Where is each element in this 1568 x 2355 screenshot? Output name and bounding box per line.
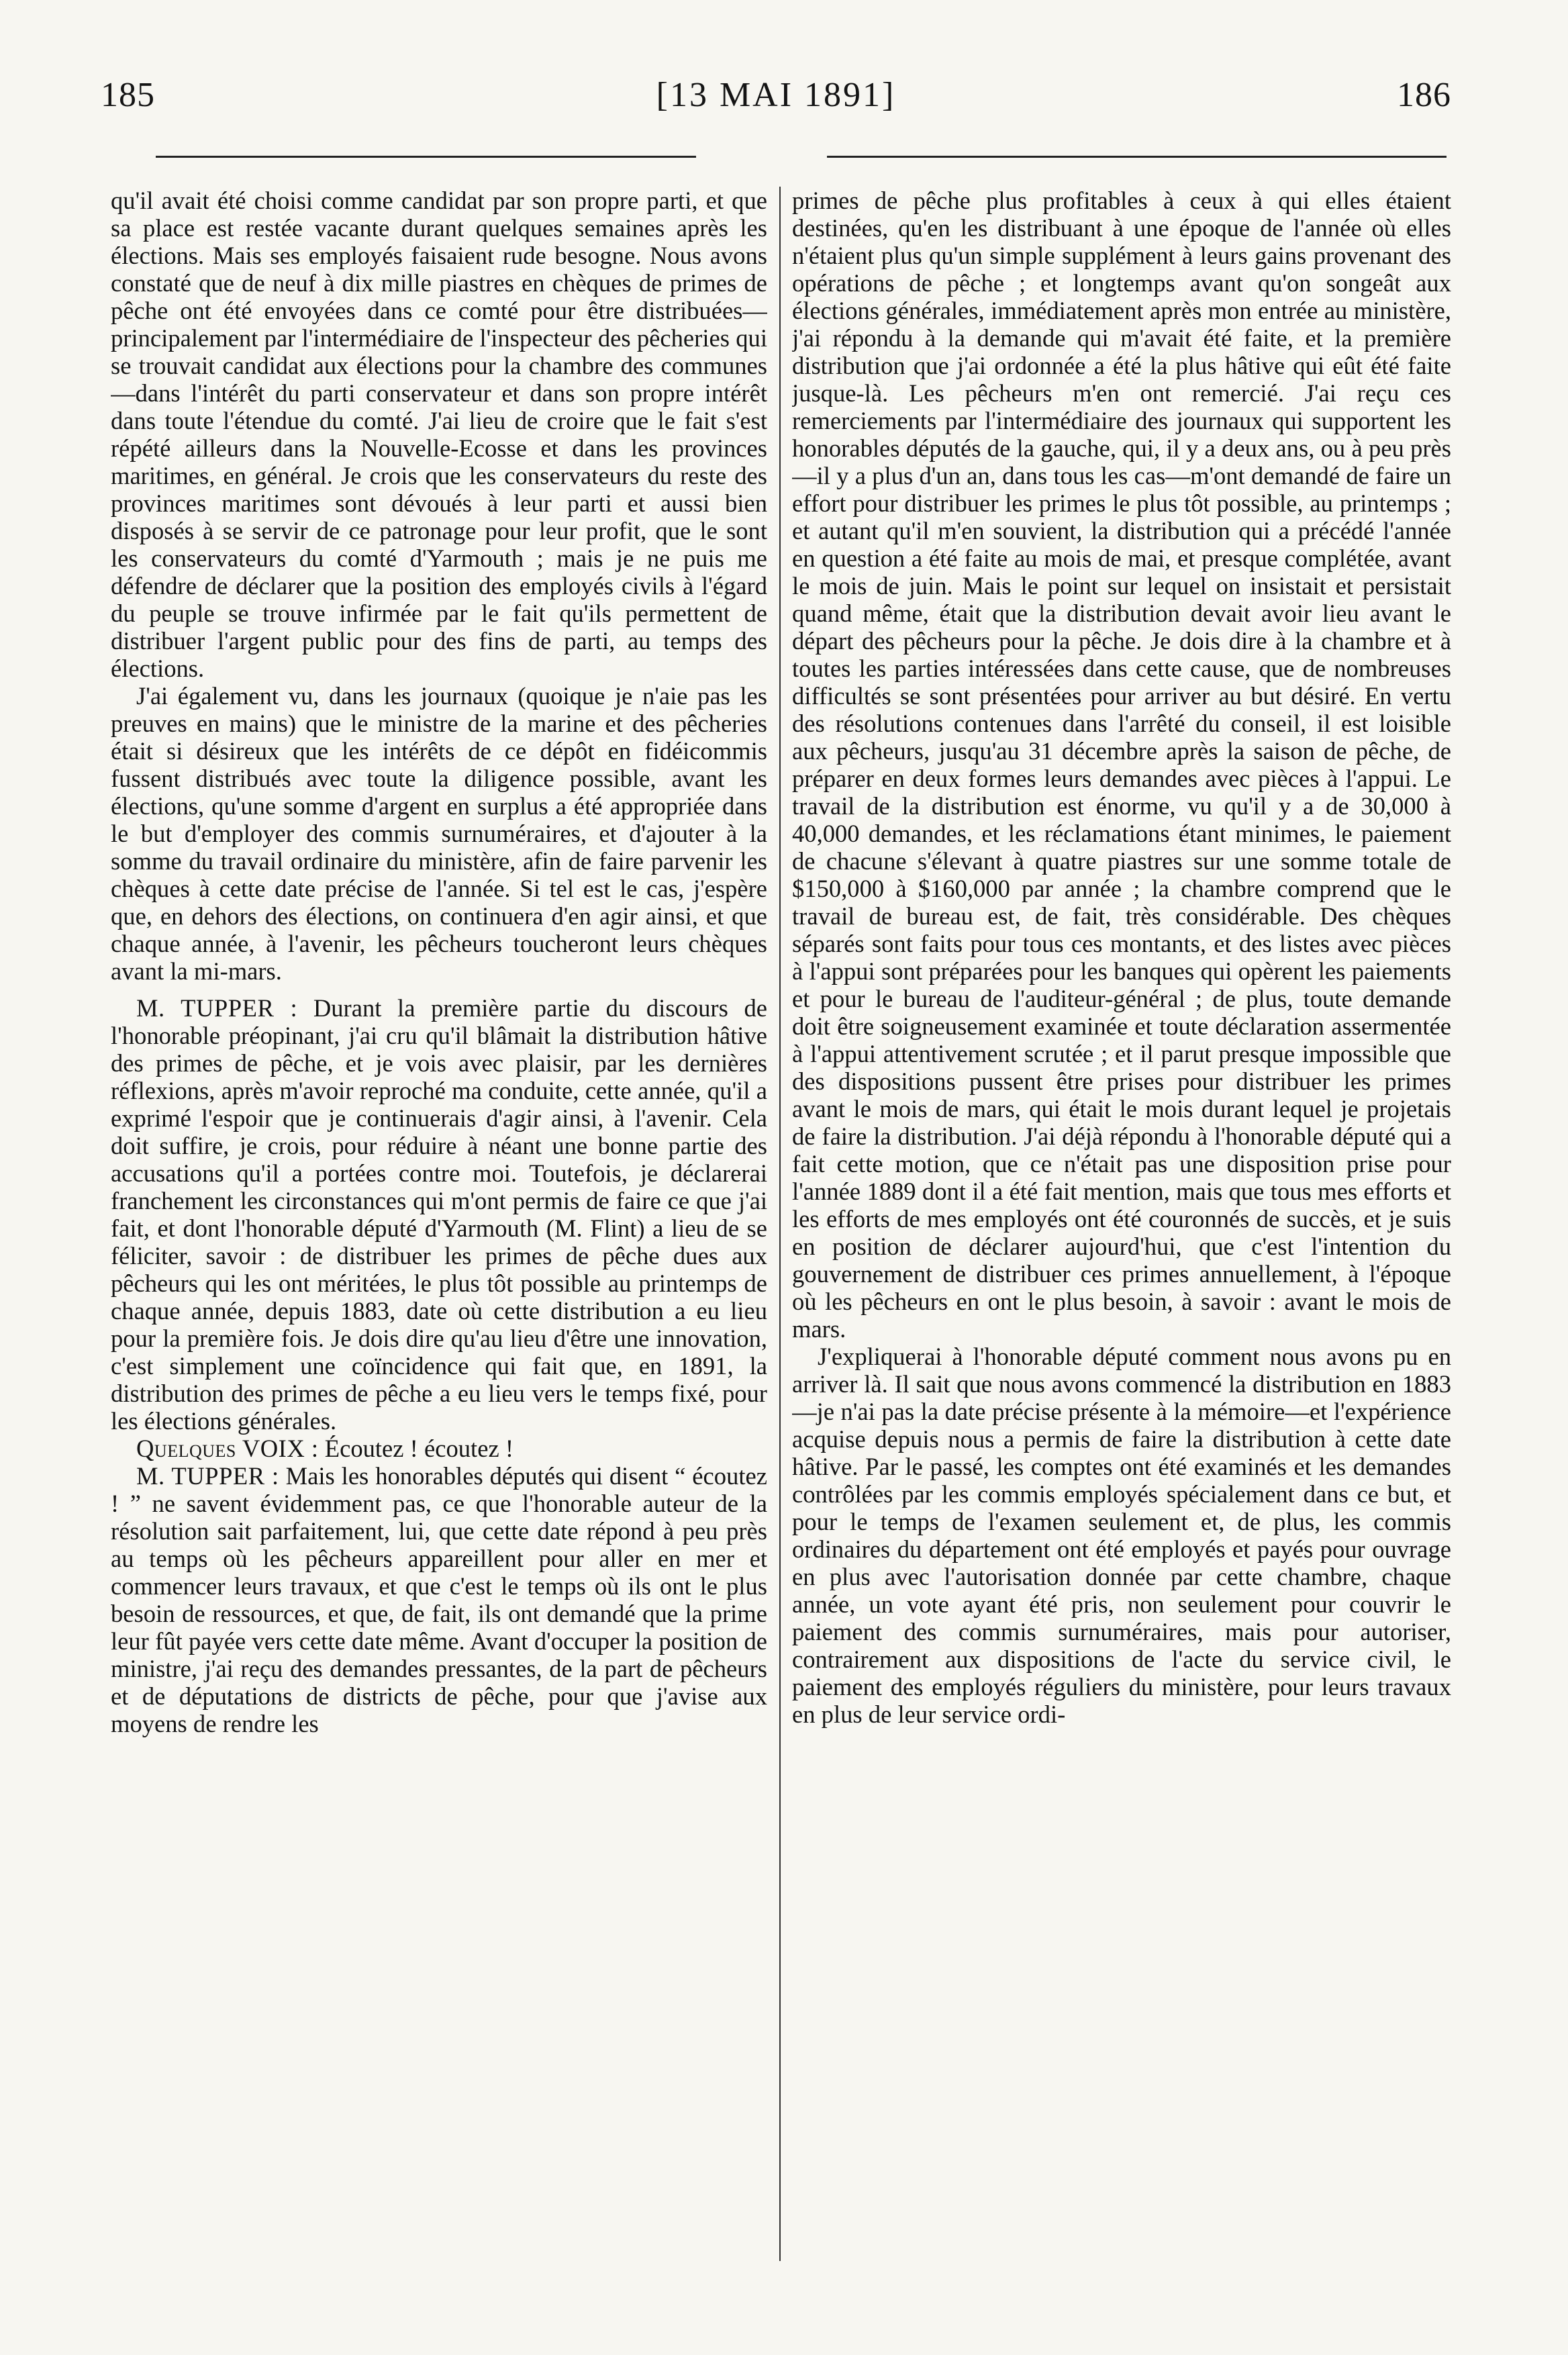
- page-number-left: 185: [101, 76, 155, 114]
- header-date: [13 MAI 1891]: [656, 76, 896, 114]
- paragraph: J'expliquerai à l'honorable député comment nous avons pu en arriver là. Il sait que nous avons commencé la distribution en 1883—je n'ai pas la date précise présente à la mémoire—et l'expérience acquise depuis nous a permis de faire la distribution à cette date hâtive. Par le passé, les comptes ont été examinés et les demandes contrôlées par les commis employés spécialement dans ce but, et pour le temps de l'examen seulement et, de plus, les commis ordinaires du département ont été employés et payés pour ouvrage en plus avec l'autorisation donnée par cette chambre, chaque année, un vote ayant été pris, non seulement pour couvrir le paiement des commis surnuméraires, mais pour autoriser, contrairement aux dispositions de l'acte du service civil, le paiement des employés réguliers du ministère, pour leurs travaux en plus de leur service ordi-: [792, 1343, 1451, 1728]
- page-header: [101, 75, 1451, 129]
- speaker-name: M. TUPPER :: [136, 994, 298, 1022]
- page-number-right: 186: [1397, 76, 1451, 114]
- speech-paragraph: [111, 1435, 767, 1462]
- paragraph: primes de pêche plus profitables à ceux à qui elles étaient destinées, qu'en les distribuant à une époque de l'année où elles n'étaient plus qu'un simple supplément à leurs gains provenant des opérations de pêche ; et longtemps avant qu'on songeât aux élections générales, immédiatement après mon entrée au ministère, j'ai répondu à la demande qui m'avait été faite, et la première distribution que j'ai ordonnée a été la plus hâtive qui eût été faite jusque-là. Les pêcheurs m'en ont remercié. J'ai reçu ces remerciements par l'intermédiaire des journaux qui supportent les honorables députés de la gauche, qui, il y a deux ans, ou à peu près—il y a plus d'un an, dans tous les cas—m'ont demandé de faire un effort pour distribuer les primes le plus tôt possible, au printemps ; et autant qu'il m'en souvient, la distribution qui a précédé l'année en question a été faite au mois de mai, et presque complétée, avant le mois de juin. Mais le point sur lequel on insistait et persistait quand même, était que la distribution devait avoir lieu avant le départ des pêcheurs pour la pêche. Je dois dire à la chambre et à toutes les parties intéressées dans cette cause, que de nombreuses difficultés se sont présentées pour arriver au but désiré. En vertu des résolutions contenues dans l'arrêté du conseil, il est loisible aux pêcheurs, jusqu'au 31 décembre après la saison de pêche, de préparer en deux formes leurs demandes avec pièces à l'appui. Le travail de la distribution est énorme, vu qu'il y a de 30,000 à 40,000 demandes, et les réclamations étant minimes, le paiement de chacune s'élevant à quatre piastres sur une somme totale de $150,000 à $160,000 par année ; la chambre comprend que le travail de bureau est, de fait, très considérable. Des chèques séparés sont faits pour tous ces montants, et des listes avec pièces à l'appui sont préparées pour les banques qui opèrent les paiements et pour le bureau de l'auditeur-général ; de plus, toute demande doit être soigneusement examinée et toute déclaration assermentée à l'appui attentivement scrutée ; et il parut presque impossible que des dispositions pussent être prises pour distribuer les primes avant le mois de mars, qui était le mois durant lequel je projetais de faire la distribution. J'ai déjà répondu à l'honorable député qui a fait cette motion, que ce n'était pas une disposition prise pour l'année 1889 dont il a été fait mention, mais que tous mes efforts et les efforts de mes employés ont été couronnés de succès, et je suis en position de déclarer aujourd'hui, que c'est l'intention du gouvernement de distribuer ces primes annuellement, à l'époque où les pêcheurs en ont le plus besoin, à savoir : avant le mois de mars.: [792, 187, 1451, 1343]
- speech-text: Durant la première partie du discours de l'honorable préopinant, j'ai cru qu'il blâmait la distribution hâtive des primes de pêche, et je vois avec plaisir, par les dernières réflexions, après m'avoir reproché ma conduite, cette année, qu'il a exprimé l'espoir que je continuerais d'agir ainsi, à l'avenir. Cela doit suffire, je crois, pour réduire à néant une bonne partie des accusations qu'il a portées contre moi. Toutefois, je déclarerai franchement les circonstances qui m'ont permis de faire ce que j'ai fait, et dont l'honorable député d'Yarmouth (M. Flint) a lieu de se féliciter, savoir : de distribuer les primes de pêche dues aux pêcheurs qui les ont méritées, le plus tôt possible au printemps de chaque année, depuis 1883, date où cette distribution a eu lieu pour la première fois. Je dois dire qu'au lieu d'être une innovation, c'est simplement une coïncidence qui fait que, en 1891, la distribution des primes de pêche a eu lieu vers le temps fixé, pour les élections générales.: [111, 994, 767, 1435]
- paragraph: J'ai également vu, dans les journaux (quoique je n'aie pas les preuves en mains) que le ministre de la marine et des pêcheries était si désireux que les intérêts de ce dépôt en fidéicommis fussent distribués avec toute la diligence possible, avant les élections, qu'une somme d'argent en surplus a été appropriée dans le but d'employer des commis surnuméraires, et d'ajouter à la somme du travail ordinaire du ministère, afin de faire parvenir les chèques à cette date précise de l'année. Si tel est le cas, j'espère que, en dehors des élections, on continuera d'en agir ainsi, et que chaque année, à l'avenir, les pêcheurs toucheront leurs chèques avant la mi-mars.: [111, 682, 767, 985]
- speaker-name: M. TUPPER :: [136, 1462, 279, 1490]
- speech-text: Écoutez ! écoutez !: [324, 1435, 514, 1462]
- speaker-name: Quelques VOIX :: [136, 1435, 319, 1462]
- speech-paragraph: [111, 994, 767, 1435]
- column-divider: [779, 187, 781, 2261]
- paragraph: qu'il avait été choisi comme candidat par son propre parti, et que sa place est restée vacante durant quelques semaines après les élections. Mais ses employés faisaient rude besogne. Nous avons constaté que de neuf à dix mille piastres en chèques de primes de pêche ont été envoyées dans ce comté pour être distribuées—principalement par l'intermédiaire de l'inspecteur des pêcheries qui se trouvait candidat aux élections pour la chambre des communes—dans l'intérêt du parti conservateur et dans son propre intérêt dans toute l'étendue du comté. J'ai lieu de croire que le fait s'est répété ailleurs dans la Nouvelle-Ecosse et dans les provinces maritimes, en général. Je crois que les conservateurs du reste des provinces maritimes sont dévoués à leur parti et aussi bien disposés à se servir de ce patronage pour leur profit, que le sont les conservateurs du comté d'Yarmouth ; mais je ne puis me défendre de déclarer que la position des employés civils à l'égard du peuple se trouve infirmée par le fait qu'ils permettent de distribuer l'argent public pour des fins de parti, au temps des élections.: [111, 187, 767, 682]
- speech-paragraph: [111, 1462, 767, 1737]
- speech-text: Mais les honorables députés qui disent “ écoutez ! ” ne savent évidemment pas, ce que l'honorable auteur de la résolution sait parfaitement, lui, que cette date répond à peu près au temps où les pêcheurs appareillent pour aller en mer et commencer leurs travaux, et que c'est le temps où ils ont le plus besoin de ressources, et que, de fait, ils ont demandé que la prime leur fût payée vers cette date même. Avant d'occuper la position de ministre, j'ai reçu des demandes pressantes, de la part de pêcheurs et de députations de districts de pêche, pour que j'avise aux moyens de rendre les: [111, 1462, 767, 1737]
- header-rule-right: [827, 156, 1447, 158]
- left-column: [111, 187, 767, 2254]
- header-rule-left: [156, 156, 696, 158]
- right-column: [792, 187, 1451, 2254]
